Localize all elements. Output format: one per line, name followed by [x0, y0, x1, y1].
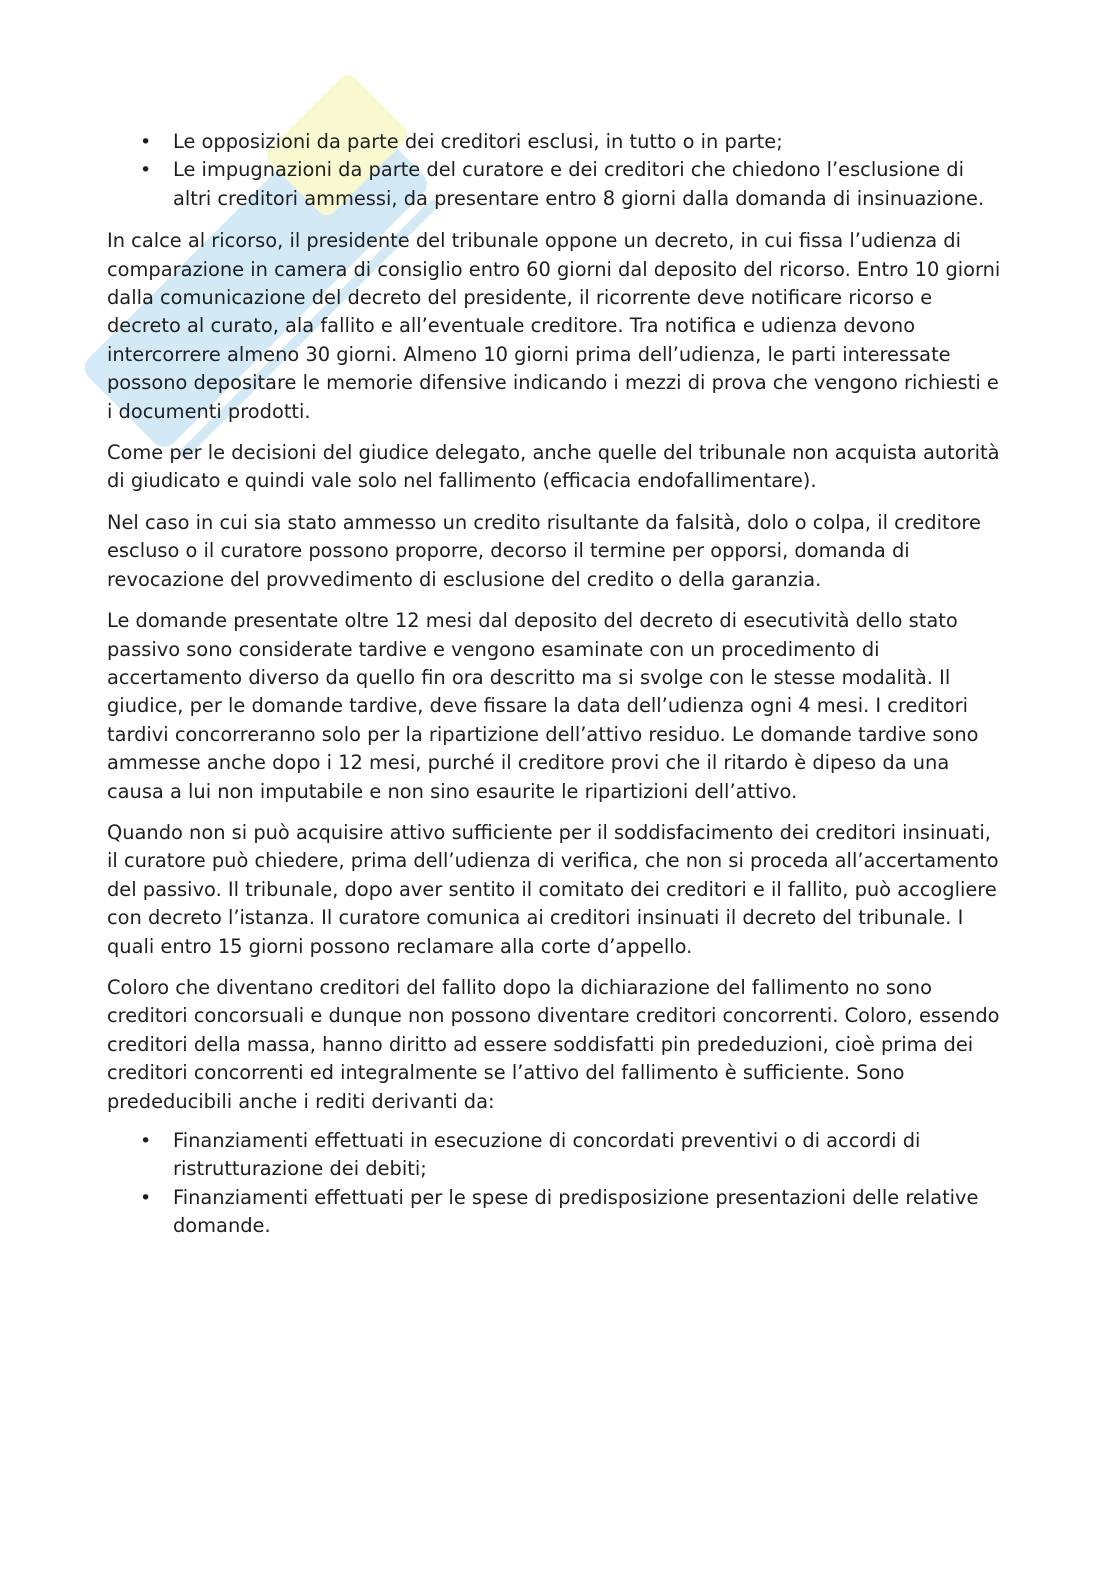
paragraph: Quando non si può acquisire attivo sufficiente per il soddisfacimento dei creditori insinuati, il curatore può chiedere, prima dell’udienza di verifica, che non si proceda all’accertamento del passivo. Il tribunale, dopo aver sentito il comitato dei creditori e il fallito, può accogliere con decreto l’istanza. Il curatore comunica ai creditori insinuati il decreto del tribunale. I quali entro 15 giorni possono reclamare alla corte d’appello.: [107, 820, 999, 958]
paragraph: Le domande presentate oltre 12 mesi dal deposito del decreto di esecutività dello stato passivo sono considerate tardive e vengono esaminate con un procedimento di accertamento diverso da quello fin ora descritto ma si svolge con le stesse modalità. Il giudice, per le domande tardive, deve fissare la data dell’udienza ogni 4 mesi. I creditori tardivi concorreranno solo per la ripartizione dell’attivo residuo. Le domande tardive sono ammesse anche dopo i 12 mesi, purché il creditore provi che il ritardo è dipeso da una causa a lui non imputabile e non sino esaurite le ripartizioni dell’attivo.: [107, 609, 979, 803]
document-page: [107, 128, 1007, 1241]
paragraph: Coloro che diventano creditori del fallito dopo la dichiarazione del fallimento no sono creditori concorsuali e dunque non possono diventare creditori concorrenti. Coloro, essendo creditori della massa, hanno diritto ad essere soddisfatti pin prededuzioni, cioè prima dei creditori concorrenti ed integralmente se l’attivo del fallimento è sufficiente. Sono prededucibili anche i rediti derivanti da:: [107, 975, 1000, 1113]
list-item: • Finanziamenti effettuati in esecuzione di concordati preventivi o di accordi di ristrutturazione dei debiti;: [107, 1127, 1007, 1184]
list-item: • Finanziamenti effettuati per le spese di predisposizione presentazioni delle relative domande.: [107, 1184, 1007, 1241]
paragraph: In calce al ricorso, il presidente del tribunale oppone un decreto, in cui fissa l’udienza di comparazione in camera di consiglio entro 60 giorni dal deposito del ricorso. Entro 10 giorni dalla comunicazione del decreto del presidente, il ricorrente deve notificare ricorso e decreto al curato, ala fallito e all’eventuale creditore. Tra notifica e udienza devono intercorrere almeno 30 giorni. Almeno 10 giorni prima dell’udienza, le parti interessate possono depositare le memorie difensive indicando i mezzi di prova che vengono richiesti e i documenti prodotti.: [107, 229, 1001, 423]
list-item: • Le impugnazioni da parte del curatore e dei creditori che chiedono l’esclusione di altri creditori ammessi, da presentare entro 8 giorni dalla domanda di insinuazione.: [107, 156, 1007, 213]
bullet-list-top: [107, 128, 1007, 213]
paragraph: Come per le decisioni del giudice delegato, anche quelle del tribunale non acquista autorità di giudicato e quindi vale solo nel fallimento (efficacia endofallimentare).: [107, 441, 1000, 493]
bullet-list-bottom: [107, 1127, 1007, 1241]
paragraph: Nel caso in cui sia stato ammesso un credito risultante da falsità, dolo o colpa, il creditore escluso o il curatore possono proporre, decorso il termine per opporsi, domanda di revocazione del provvedimento di esclusione del credito o della garanzia.: [107, 510, 981, 591]
list-item: • Le opposizioni da parte dei creditori esclusi, in tutto o in parte;: [107, 128, 1007, 156]
